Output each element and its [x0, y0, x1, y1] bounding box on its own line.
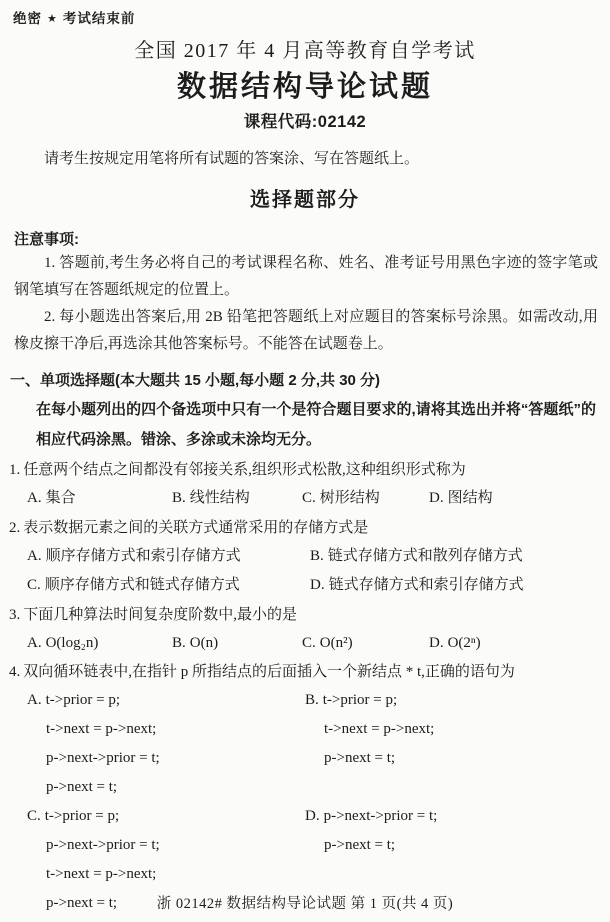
option-b	[172, 484, 302, 513]
code-statement	[305, 686, 610, 715]
option-label: A.	[27, 634, 42, 651]
question-text: 表示数据元素之间的关联方式通常采用的存储方式是	[23, 519, 369, 536]
option-label: D.	[429, 634, 444, 651]
code-statement: p->next = t;	[324, 750, 396, 766]
question-2-options	[0, 542, 610, 600]
exam-timing-label: 考试结束前	[62, 11, 136, 26]
course-code: 课程代码:02142	[243, 113, 367, 131]
question-3-stem	[0, 601, 610, 629]
option-text: 顺序存储方式和索引存储方式	[45, 547, 241, 564]
option-text: 顺序存储方式和链式存储方式	[44, 576, 240, 593]
code-text: p->next->prior = t;	[323, 808, 438, 824]
code-statement: p->next = t;	[324, 837, 396, 853]
option-c	[302, 629, 429, 658]
question-3	[0, 601, 610, 658]
option-c	[302, 484, 429, 513]
question-number: 3.	[9, 606, 21, 623]
code-statement	[27, 802, 305, 831]
option-text: O(n²)	[319, 634, 353, 651]
paper-title: 数据结构导论试题	[176, 71, 433, 103]
question-number: 2.	[9, 519, 21, 536]
option-text: O(2ⁿ)	[447, 634, 481, 651]
part-heading: 一、单项选择题(本大题共 15 小题,每小题 2 分,共 30 分)	[10, 372, 381, 389]
secret-label: 绝密	[13, 11, 42, 26]
code-statement: t->next = p->next;	[46, 866, 157, 882]
option-label: D.	[429, 490, 444, 506]
option-label: D.	[310, 576, 325, 593]
question-2	[0, 514, 610, 600]
code-statement	[305, 802, 610, 831]
notice-item-1: 1. 答题前,考生务必将自己的考试课程名称、姓名、准考证号用黑色字迹的签字笔或钢笔填写在答题纸规定的位置上。	[14, 255, 598, 298]
notice-item-2: 2. 每小题选出答案后,用 2B 铅笔把答题纸上对应题目的答案标号涂黑。如需改动,用橡皮擦干净后,再选涂其他答案标号。不能答在试题卷上。	[14, 309, 598, 352]
option-label: D.	[305, 808, 320, 824]
option-a	[27, 629, 172, 658]
question-1	[0, 456, 610, 513]
question-4-stem	[0, 658, 610, 686]
question-2-stem	[0, 514, 610, 542]
option-b	[305, 686, 610, 773]
option-text: O(n)	[189, 634, 219, 651]
classification-banner	[0, 0, 610, 27]
code-text: t->prior = p;	[322, 692, 398, 708]
question-4	[0, 658, 610, 918]
option-d	[429, 629, 610, 658]
option-b	[172, 629, 302, 658]
question-number: 1.	[9, 462, 21, 478]
option-a	[27, 484, 172, 513]
option-label: A.	[27, 547, 42, 564]
option-label: A.	[27, 692, 42, 708]
option-label: C.	[27, 576, 41, 593]
option-label: C.	[302, 490, 316, 506]
option-text: 链式存储方式和散列存储方式	[327, 547, 523, 564]
question-text: 下面几种算法时间复杂度阶数中,最小的是	[23, 606, 298, 623]
code-statement: p->next->prior = t;	[46, 837, 160, 853]
question-number: 4.	[9, 664, 21, 680]
notice-title: 注意事项:	[14, 231, 79, 248]
code-statement: p->next = t;	[46, 779, 118, 795]
part-instruction: 在每小题列出的四个备选项中只有一个是符合题目要求的,请将其选出并将“答题纸”的相应代码涂黑。错涂、多涂或未涂均无分。	[36, 401, 596, 448]
code-statement: p->next = t;	[46, 895, 118, 911]
star-icon: ★	[47, 13, 58, 25]
pen-instruction: 请考生按规定用笔将所有试题的答案涂、写在答题纸上。	[44, 151, 420, 167]
question-text: 任意两个结点之间都没有邻接关系,组织形式松散,这种组织形式称为	[23, 462, 466, 478]
question-text: 双向循环链表中,在指针 p 所指结点的后面插入一个新结点 * t,正确的语句为	[23, 664, 515, 680]
option-label: B.	[172, 634, 186, 651]
option-text: O(log₂n)	[45, 634, 99, 651]
option-d	[429, 484, 610, 513]
option-text: 图结构	[447, 490, 493, 506]
option-label: B.	[305, 692, 319, 708]
option-label: C.	[27, 808, 41, 824]
code-statement: t->next = p->next;	[46, 721, 157, 737]
option-label: B.	[310, 547, 324, 564]
code-statement: t->next = p->next;	[324, 721, 435, 737]
exam-title: 全国 2017 年 4 月高等教育自学考试	[134, 40, 476, 62]
option-text: 树形结构	[319, 490, 380, 506]
option-text: 链式存储方式和索引存储方式	[328, 576, 524, 593]
question-1-options	[0, 484, 610, 513]
option-label: A.	[27, 490, 42, 506]
option-b	[310, 542, 610, 571]
option-a	[27, 542, 310, 571]
code-text: t->prior = p;	[45, 692, 121, 708]
option-text: 线性结构	[189, 490, 250, 506]
code-statement: p->next->prior = t;	[46, 750, 160, 766]
page-footer: 浙 02142# 数据结构导论试题 第 1 页(共 4 页)	[156, 896, 454, 912]
option-text: 集合	[45, 490, 76, 506]
option-d	[305, 802, 610, 860]
option-a	[27, 686, 305, 802]
code-text: t->prior = p;	[44, 808, 120, 824]
code-statement	[27, 686, 305, 715]
question-4-options-row-1	[0, 686, 610, 802]
question-3-options	[0, 629, 610, 658]
option-label: C.	[302, 634, 316, 651]
question-1-stem	[0, 456, 610, 484]
section-heading: 选择题部分	[250, 189, 360, 211]
option-label: B.	[172, 490, 186, 506]
option-d	[310, 571, 610, 600]
option-c	[27, 571, 310, 600]
